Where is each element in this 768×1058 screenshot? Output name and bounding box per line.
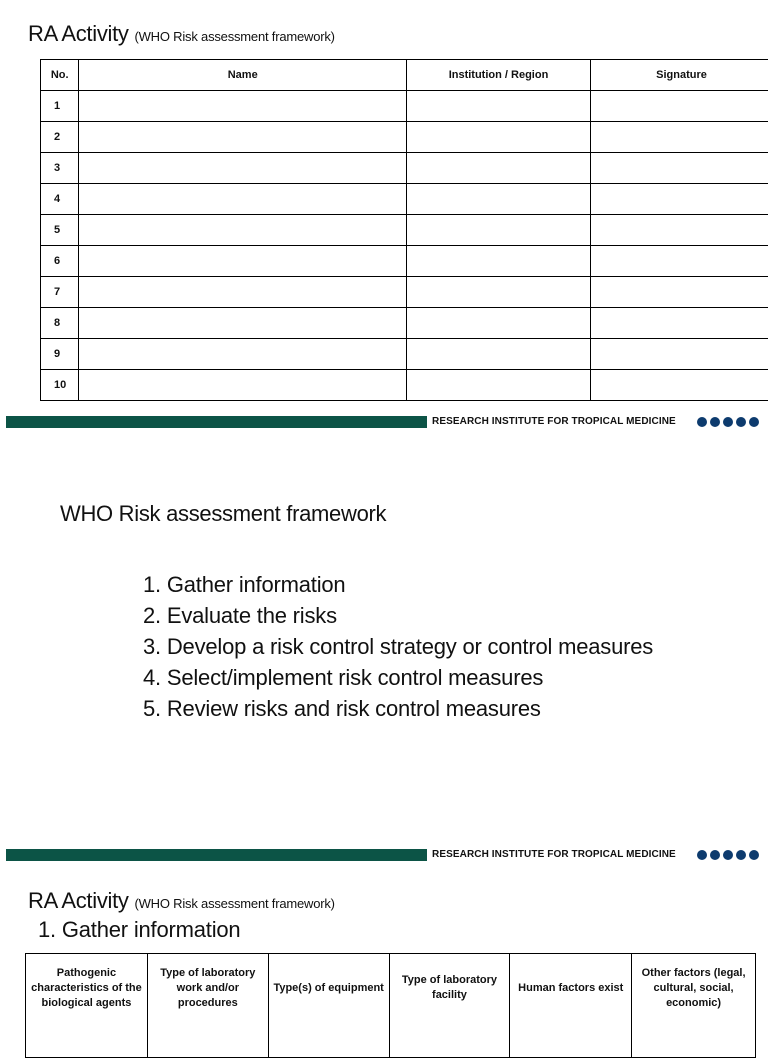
attendance-table [40, 59, 768, 401]
factors-table [25, 953, 756, 1058]
row-number: 6 [41, 246, 79, 277]
row-number: 1 [41, 91, 79, 122]
framework-title: WHO Risk assessment framework [60, 500, 386, 528]
institution-cell[interactable] [406, 339, 590, 370]
signature-cell[interactable] [591, 339, 768, 370]
name-cell[interactable] [79, 246, 407, 277]
col-lab-work: Type of laboratory work and/or procedures [147, 954, 268, 1058]
table-row [41, 122, 768, 153]
framework-step: 3. Develop a risk control strategy or control measures [143, 631, 653, 662]
name-cell[interactable] [79, 153, 407, 184]
activity-title [28, 21, 335, 50]
signature-cell[interactable] [591, 308, 768, 339]
activity-title-text: RA Activity [28, 21, 129, 46]
activity-title-text: RA Activity [28, 888, 129, 913]
col-other-factors: Other factors (legal, cultural, social, economic) [632, 954, 756, 1058]
dot-icon [723, 417, 733, 427]
row-number: 4 [41, 184, 79, 215]
footer-band [6, 849, 768, 861]
name-cell[interactable] [79, 184, 407, 215]
framework-steps [143, 569, 653, 724]
institution-cell[interactable] [406, 277, 590, 308]
framework-step: 2. Evaluate the risks [143, 600, 653, 631]
name-cell[interactable] [79, 308, 407, 339]
framework-step: 4. Select/implement risk control measures [143, 662, 653, 693]
dot-icon [710, 850, 720, 860]
name-cell[interactable] [79, 370, 407, 401]
footer-dots [697, 850, 762, 860]
header-institution: Institution / Region [406, 60, 590, 91]
institution-cell[interactable] [406, 184, 590, 215]
table-row [41, 184, 768, 215]
table-row [41, 91, 768, 122]
framework-step: 5. Review risks and risk control measures [143, 693, 653, 724]
institution-cell[interactable] [406, 215, 590, 246]
dot-icon [736, 850, 746, 860]
col-equipment: Type(s) of equipment [268, 954, 389, 1058]
table-row [41, 370, 768, 401]
footer-band [6, 416, 768, 428]
table-row [41, 339, 768, 370]
header-name: Name [79, 60, 407, 91]
activity-title-2 [28, 888, 335, 917]
table-row [41, 153, 768, 184]
col-facility: Type of laboratory facility [389, 954, 510, 1058]
signature-cell[interactable] [591, 277, 768, 308]
name-cell[interactable] [79, 339, 407, 370]
dot-icon [736, 417, 746, 427]
signature-cell[interactable] [591, 122, 768, 153]
institution-cell[interactable] [406, 246, 590, 277]
name-cell[interactable] [79, 215, 407, 246]
dot-icon [710, 417, 720, 427]
institution-cell[interactable] [406, 91, 590, 122]
table-header-row [41, 60, 768, 91]
footer-label: RESEARCH INSTITUTE FOR TROPICAL MEDICINE [432, 849, 676, 861]
dot-icon [749, 850, 759, 860]
footer-label: RESEARCH INSTITUTE FOR TROPICAL MEDICINE [432, 416, 676, 428]
institution-cell[interactable] [406, 370, 590, 401]
footer-dots [697, 417, 762, 427]
row-number: 3 [41, 153, 79, 184]
row-number: 10 [41, 370, 79, 401]
dot-icon [749, 417, 759, 427]
activity-subtitle: (WHO Risk assessment framework) [134, 896, 334, 911]
header-no: No. [41, 60, 79, 91]
institution-cell[interactable] [406, 122, 590, 153]
col-human-factors: Human factors exist [510, 954, 632, 1058]
activity-subtitle: (WHO Risk assessment framework) [134, 29, 334, 44]
dot-icon [723, 850, 733, 860]
gather-heading: 1. Gather information [38, 916, 240, 944]
name-cell[interactable] [79, 122, 407, 153]
row-number: 5 [41, 215, 79, 246]
row-number: 8 [41, 308, 79, 339]
framework-step: 1. Gather information [143, 569, 653, 600]
table-row [41, 215, 768, 246]
institution-cell[interactable] [406, 308, 590, 339]
table-row [41, 308, 768, 339]
name-cell[interactable] [79, 277, 407, 308]
signature-cell[interactable] [591, 215, 768, 246]
institution-cell[interactable] [406, 153, 590, 184]
table-row [41, 246, 768, 277]
dot-icon [697, 850, 707, 860]
table-row [41, 277, 768, 308]
factors-header-row [26, 954, 756, 1058]
row-number: 7 [41, 277, 79, 308]
signature-cell[interactable] [591, 153, 768, 184]
header-signature: Signature [591, 60, 768, 91]
row-number: 2 [41, 122, 79, 153]
row-number: 9 [41, 339, 79, 370]
name-cell[interactable] [79, 91, 407, 122]
dot-icon [697, 417, 707, 427]
signature-cell[interactable] [591, 370, 768, 401]
signature-cell[interactable] [591, 184, 768, 215]
footer-bar [6, 849, 427, 861]
col-pathogenic: Pathogenic characteristics of the biological agents [26, 954, 148, 1058]
signature-cell[interactable] [591, 91, 768, 122]
signature-cell[interactable] [591, 246, 768, 277]
footer-bar [6, 416, 427, 428]
